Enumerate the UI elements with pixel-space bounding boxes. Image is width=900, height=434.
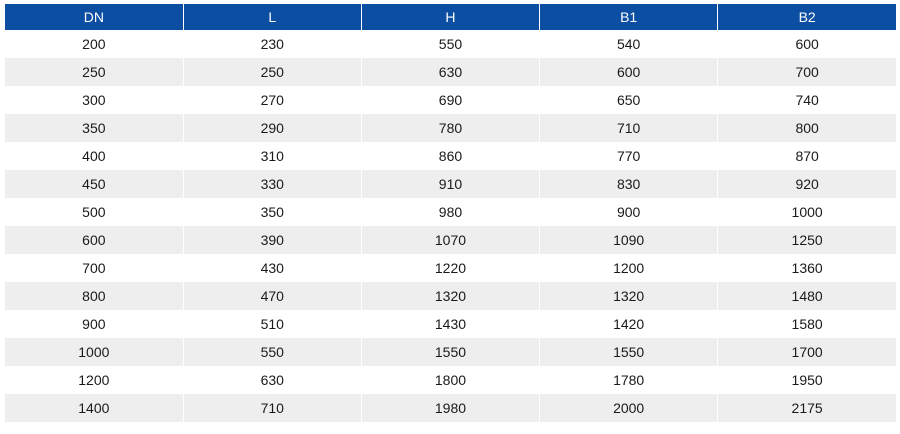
cell-b1: 1090 (540, 226, 718, 254)
cell-l: 710 (183, 394, 361, 422)
cell-b2: 1250 (718, 226, 896, 254)
header-row (5, 4, 896, 30)
table-row (5, 282, 896, 310)
cell-dn: 1200 (5, 366, 183, 394)
cell-l: 390 (183, 226, 361, 254)
cell-b1: 1780 (540, 366, 718, 394)
cell-dn: 600 (5, 226, 183, 254)
cell-h: 1320 (361, 282, 539, 310)
cell-l: 430 (183, 254, 361, 282)
dimension-table (5, 4, 896, 422)
dimension-table-container (5, 4, 896, 422)
cell-dn: 450 (5, 170, 183, 198)
cell-b2: 1000 (718, 198, 896, 226)
cell-h: 1430 (361, 310, 539, 338)
cell-h: 1220 (361, 254, 539, 282)
cell-b2: 1480 (718, 282, 896, 310)
cell-b1: 900 (540, 198, 718, 226)
cell-b2: 870 (718, 142, 896, 170)
cell-dn: 1000 (5, 338, 183, 366)
cell-b2: 800 (718, 114, 896, 142)
cell-h: 1800 (361, 366, 539, 394)
cell-dn: 300 (5, 86, 183, 114)
table-row (5, 58, 896, 86)
cell-h: 630 (361, 58, 539, 86)
cell-l: 550 (183, 338, 361, 366)
cell-b1: 1200 (540, 254, 718, 282)
cell-h: 690 (361, 86, 539, 114)
cell-b2: 1360 (718, 254, 896, 282)
table-row (5, 226, 896, 254)
cell-dn: 700 (5, 254, 183, 282)
cell-b2: 1580 (718, 310, 896, 338)
cell-h: 860 (361, 142, 539, 170)
cell-b2: 700 (718, 58, 896, 86)
cell-h: 1980 (361, 394, 539, 422)
header-dn: DN (5, 4, 183, 30)
cell-b1: 650 (540, 86, 718, 114)
cell-b1: 830 (540, 170, 718, 198)
header-h: H (361, 4, 539, 30)
table-row (5, 310, 896, 338)
header-b1: B1 (540, 4, 718, 30)
cell-dn: 1400 (5, 394, 183, 422)
cell-b2: 1700 (718, 338, 896, 366)
cell-dn: 350 (5, 114, 183, 142)
cell-b2: 600 (718, 30, 896, 58)
cell-h: 910 (361, 170, 539, 198)
cell-b1: 770 (540, 142, 718, 170)
cell-b1: 1320 (540, 282, 718, 310)
cell-dn: 400 (5, 142, 183, 170)
table-row (5, 198, 896, 226)
cell-b1: 2000 (540, 394, 718, 422)
table-body (5, 30, 896, 422)
table-row (5, 338, 896, 366)
table-row (5, 142, 896, 170)
table-row (5, 30, 896, 58)
cell-dn: 200 (5, 30, 183, 58)
cell-dn: 800 (5, 282, 183, 310)
cell-b1: 600 (540, 58, 718, 86)
cell-l: 310 (183, 142, 361, 170)
cell-dn: 250 (5, 58, 183, 86)
table-header (5, 4, 896, 30)
cell-b1: 1550 (540, 338, 718, 366)
table-row (5, 394, 896, 422)
cell-l: 290 (183, 114, 361, 142)
table-row (5, 170, 896, 198)
cell-b2: 740 (718, 86, 896, 114)
cell-b2: 1950 (718, 366, 896, 394)
cell-l: 510 (183, 310, 361, 338)
cell-l: 230 (183, 30, 361, 58)
cell-b1: 1420 (540, 310, 718, 338)
cell-h: 1550 (361, 338, 539, 366)
cell-h: 1070 (361, 226, 539, 254)
cell-l: 350 (183, 198, 361, 226)
cell-b2: 920 (718, 170, 896, 198)
cell-l: 250 (183, 58, 361, 86)
cell-h: 550 (361, 30, 539, 58)
cell-l: 330 (183, 170, 361, 198)
header-l: L (183, 4, 361, 30)
cell-h: 980 (361, 198, 539, 226)
header-b2: B2 (718, 4, 896, 30)
cell-b2: 2175 (718, 394, 896, 422)
table-row (5, 114, 896, 142)
table-row (5, 254, 896, 282)
table-row (5, 86, 896, 114)
cell-b1: 540 (540, 30, 718, 58)
cell-l: 470 (183, 282, 361, 310)
cell-l: 270 (183, 86, 361, 114)
cell-b1: 710 (540, 114, 718, 142)
cell-dn: 500 (5, 198, 183, 226)
cell-l: 630 (183, 366, 361, 394)
table-row (5, 366, 896, 394)
cell-dn: 900 (5, 310, 183, 338)
cell-h: 780 (361, 114, 539, 142)
